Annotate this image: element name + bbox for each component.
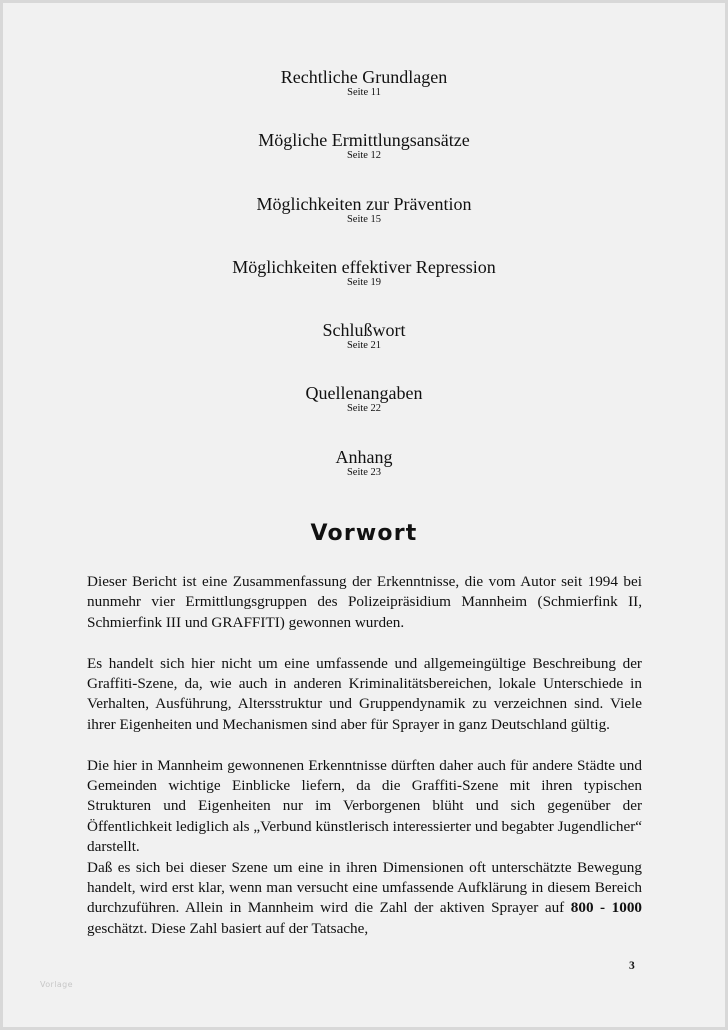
toc-entry-title: Rechtliche Grundlagen <box>280 67 448 87</box>
paragraph: Es handelt sich hier nicht um eine umfassende und allgemeingültige Beschreibung der Graffiti-Szene, da, wie auch in anderen Kriminalitätsbereichen, lokale Unterschiede in Verhalten, Ausführung, Altersstruktur und Gruppendynamik zu verzeichnen sind. Viele ihrer Eigenheiten und Mechanismen sind aber für Sprayer in ganz Deutschland gültig. <box>87 654 642 733</box>
document-page <box>3 3 725 1027</box>
toc-entry-title: Schlußwort <box>322 320 406 341</box>
toc-entry-page: Seite 15 <box>346 213 382 225</box>
toc-entry-page: Seite 21 <box>346 340 382 352</box>
toc-entry-title: Möglichkeiten zur Prävention <box>256 193 472 214</box>
toc-entry-title: Mögliche Ermittlungsansätze <box>258 130 470 151</box>
watermark: Vorlage <box>40 980 73 989</box>
toc-entry-page: Seite 12 <box>346 150 382 162</box>
paragraph-text-end: geschätzt. Diese Zahl basiert auf der Tatsache, <box>87 919 369 937</box>
toc-entry <box>3 67 725 130</box>
toc-entry-title: Anhang <box>335 446 393 467</box>
body-text <box>87 572 642 939</box>
page-number: 3 <box>629 960 635 972</box>
toc-entry <box>3 383 725 446</box>
section-heading: Vorwort <box>310 521 418 546</box>
toc-entry <box>3 194 725 257</box>
toc-entry-title: Quellenangaben <box>305 383 423 404</box>
paragraph: Die hier in Mannheim gewonnenen Erkenntnisse dürften daher auch für andere Städte und Gemeinden wichtige Einblicke liefern, da die Graffiti-Szene mit ihren typischen Strukturen und Eigenheiten nur im Verborgenen blüht und sich gegenüber der Öffentlichkeit lediglich als „Verbund künstlerisch interessierter und begabter Jugendlicher“ darstellt. <box>87 756 642 856</box>
toc-entry-page: Seite 23 <box>346 466 382 478</box>
paragraph: Dieser Bericht ist eine Zusammenfassung der Erkenntnisse, die vom Autor seit 1994 bei nunmehr vier Ermittlungsgruppen des Polizeipräsidium Mannheim (Schmierfink II, Schmierfink III und GRAFFITI) gewonnen wurden. <box>87 573 642 631</box>
paragraph-text: Daß es sich bei dieser Szene um eine in ihren Dimensionen oft unterschätzte Bewegung handelt, wird erst klar, wenn man versucht eine umfassende Aufklärung in diesem Bereich durchzuführen. Allein in Mannheim wird die Zahl der aktiven Sprayer auf <box>87 858 642 917</box>
table-of-contents <box>3 67 725 510</box>
paragraph <box>87 858 642 940</box>
toc-entry <box>3 130 725 193</box>
toc-entry-page: Seite 22 <box>346 403 382 415</box>
sprayer-count: 800 - 1000 <box>570 899 643 917</box>
toc-entry <box>3 320 725 383</box>
toc-entry-page: Seite 19 <box>346 276 382 288</box>
toc-entry-title: Möglichkeiten effektiver Repression <box>232 256 496 277</box>
toc-entry <box>3 257 725 320</box>
toc-entry <box>3 447 725 510</box>
toc-entry-page: Seite 11 <box>347 87 381 98</box>
